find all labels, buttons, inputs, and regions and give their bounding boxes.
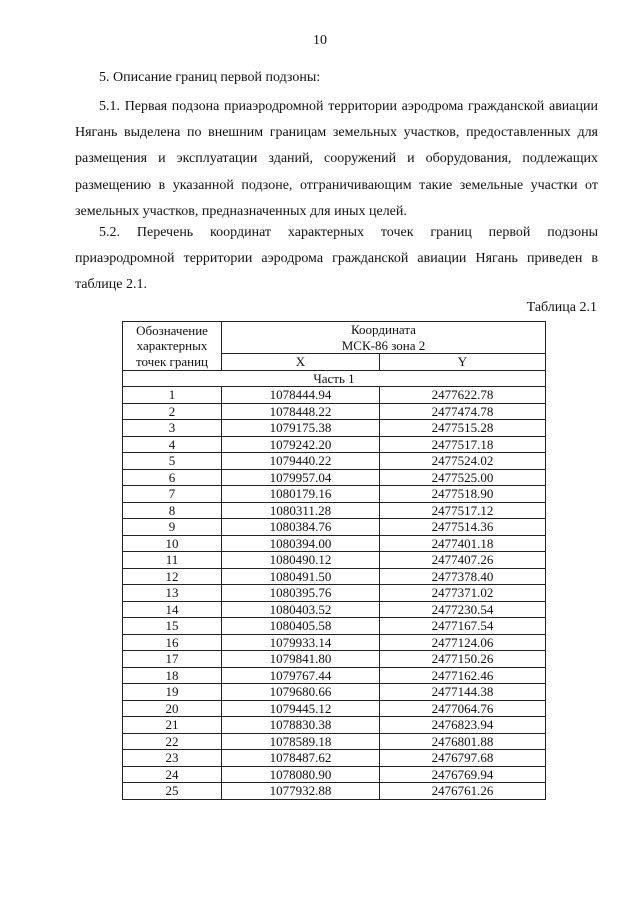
point-number-cell: 3 — [123, 420, 222, 437]
section-heading: 5. Описание границ первой подзоны: — [99, 70, 321, 85]
table-row — [123, 453, 546, 470]
x-coordinate-cell: 1078444.94 — [222, 387, 380, 404]
x-coordinate-cell: 1080179.16 — [222, 486, 380, 503]
table-row — [123, 502, 546, 519]
point-number-cell: 10 — [123, 535, 222, 552]
y-coordinate-cell: 2477517.18 — [380, 436, 546, 453]
y-coordinate-cell: 2477518.90 — [380, 486, 546, 503]
header-coordinate — [222, 322, 546, 354]
table-row — [123, 420, 546, 437]
y-coordinate-cell: 2476769.94 — [380, 766, 546, 783]
x-coordinate-cell: 1080394.00 — [222, 535, 380, 552]
table-row — [123, 387, 546, 404]
point-number-cell: 21 — [123, 717, 222, 734]
table-row — [123, 667, 546, 684]
point-number-cell: 6 — [123, 469, 222, 486]
x-coordinate-cell: 1079242.20 — [222, 436, 380, 453]
y-coordinate-cell: 2477525.00 — [380, 469, 546, 486]
header-points — [123, 322, 222, 371]
point-number-cell: 1 — [123, 387, 222, 404]
table-row — [123, 568, 546, 585]
table-row — [123, 618, 546, 635]
x-coordinate-cell: 1078589.18 — [222, 733, 380, 750]
x-coordinate-cell: 1080405.58 — [222, 618, 380, 635]
header-points-line: Обозначение — [136, 322, 208, 338]
table-row — [123, 535, 546, 552]
header-y: Y — [380, 354, 546, 371]
y-coordinate-cell: 2477378.40 — [380, 568, 546, 585]
point-number-cell: 8 — [123, 502, 222, 519]
y-coordinate-cell: 2477167.54 — [380, 618, 546, 635]
x-coordinate-cell: 1080491.50 — [222, 568, 380, 585]
x-coordinate-cell: 1078448.22 — [222, 403, 380, 420]
table-section-label: Часть 1 — [123, 370, 546, 387]
x-coordinate-cell: 1078080.90 — [222, 766, 380, 783]
header-points-line: характерных — [136, 338, 208, 353]
coordinates-table — [122, 321, 546, 800]
paragraph-5-2: 5.2. Перечень координат характерных точек границ первой подзоны приаэродромной территории аэродрома гражданской авиации Нягань приведен в таблице 2.1. — [75, 225, 598, 293]
y-coordinate-cell: 2477401.18 — [380, 535, 546, 552]
x-coordinate-cell: 1080395.76 — [222, 585, 380, 602]
table-row — [123, 585, 546, 602]
y-coordinate-cell: 2476797.68 — [380, 750, 546, 767]
y-coordinate-cell: 2477150.26 — [380, 651, 546, 668]
table-row — [123, 717, 546, 734]
x-coordinate-cell: 1079445.12 — [222, 700, 380, 717]
x-coordinate-cell: 1079680.66 — [222, 684, 380, 701]
y-coordinate-cell: 2477371.02 — [380, 585, 546, 602]
table-row — [123, 651, 546, 668]
y-coordinate-cell: 2476801.88 — [380, 733, 546, 750]
y-coordinate-cell: 2477230.54 — [380, 601, 546, 618]
point-number-cell: 9 — [123, 519, 222, 536]
y-coordinate-cell: 2476761.26 — [380, 783, 546, 800]
point-number-cell: 25 — [123, 783, 222, 800]
table-row — [123, 750, 546, 767]
y-coordinate-cell: 2476823.94 — [380, 717, 546, 734]
y-coordinate-cell: 2477144.38 — [380, 684, 546, 701]
point-number-cell: 22 — [123, 733, 222, 750]
y-coordinate-cell: 2477515.28 — [380, 420, 546, 437]
x-coordinate-cell: 1079957.04 — [222, 469, 380, 486]
y-coordinate-cell: 2477517.12 — [380, 502, 546, 519]
point-number-cell: 13 — [123, 585, 222, 602]
y-coordinate-cell: 2477407.26 — [380, 552, 546, 569]
y-coordinate-cell: 2477524.02 — [380, 453, 546, 470]
point-number-cell: 11 — [123, 552, 222, 569]
x-coordinate-cell: 1080384.76 — [222, 519, 380, 536]
point-number-cell: 16 — [123, 634, 222, 651]
table-row — [123, 519, 546, 536]
point-number-cell: 20 — [123, 700, 222, 717]
x-coordinate-cell: 1078830.38 — [222, 717, 380, 734]
y-coordinate-cell: 2477124.06 — [380, 634, 546, 651]
point-number-cell: 14 — [123, 601, 222, 618]
point-number-cell: 15 — [123, 618, 222, 635]
x-coordinate-cell: 1079175.38 — [222, 420, 380, 437]
x-coordinate-cell: 1078487.62 — [222, 750, 380, 767]
point-number-cell: 18 — [123, 667, 222, 684]
x-coordinate-cell: 1079841.80 — [222, 651, 380, 668]
x-coordinate-cell: 1080490.12 — [222, 552, 380, 569]
point-number-cell: 5 — [123, 453, 222, 470]
y-coordinate-cell: 2477514.36 — [380, 519, 546, 536]
table-row — [123, 634, 546, 651]
table-row — [123, 601, 546, 618]
x-coordinate-cell: 1080403.52 — [222, 601, 380, 618]
point-number-cell: 4 — [123, 436, 222, 453]
point-number-cell: 17 — [123, 651, 222, 668]
point-number-cell: 2 — [123, 403, 222, 420]
y-coordinate-cell: 2477162.46 — [380, 667, 546, 684]
table-row — [123, 733, 546, 750]
table-row — [123, 684, 546, 701]
point-number-cell: 24 — [123, 766, 222, 783]
table-row — [123, 766, 546, 783]
header-x: X — [222, 354, 380, 371]
page-number: 10 — [313, 33, 327, 48]
x-coordinate-cell: 1079933.14 — [222, 634, 380, 651]
table-row — [123, 486, 546, 503]
table-row — [123, 403, 546, 420]
header-coordinate-line: Координата — [351, 322, 416, 337]
table-row — [123, 700, 546, 717]
paragraph-5-1: 5.1. Первая подзона приаэродромной территории аэродрома гражданской авиации Нягань выделена по внешним границам земельных участков, предоставленных для размещения и эксплуатации зданий, сооружений и оборудования, подлежащих размещению в указанной подзоне, отграничивающим такие земельные участки от земельных участков, предназначенных для иных целей. — [75, 99, 598, 219]
table-row — [123, 783, 546, 800]
x-coordinate-cell: 1079767.44 — [222, 667, 380, 684]
header-points-line: точек границ — [135, 353, 209, 369]
y-coordinate-cell: 2477064.76 — [380, 700, 546, 717]
header-coordinate-line: МСК-86 зона 2 — [341, 337, 426, 353]
point-number-cell: 7 — [123, 486, 222, 503]
table-row — [123, 469, 546, 486]
table-row — [123, 552, 546, 569]
point-number-cell: 12 — [123, 568, 222, 585]
table-row — [123, 436, 546, 453]
table-caption: Таблица 2.1 — [526, 300, 597, 315]
y-coordinate-cell: 2477622.78 — [380, 387, 546, 404]
x-coordinate-cell: 1080311.28 — [222, 502, 380, 519]
point-number-cell: 23 — [123, 750, 222, 767]
point-number-cell: 19 — [123, 684, 222, 701]
y-coordinate-cell: 2477474.78 — [380, 403, 546, 420]
x-coordinate-cell: 1077932.88 — [222, 783, 380, 800]
x-coordinate-cell: 1079440.22 — [222, 453, 380, 470]
